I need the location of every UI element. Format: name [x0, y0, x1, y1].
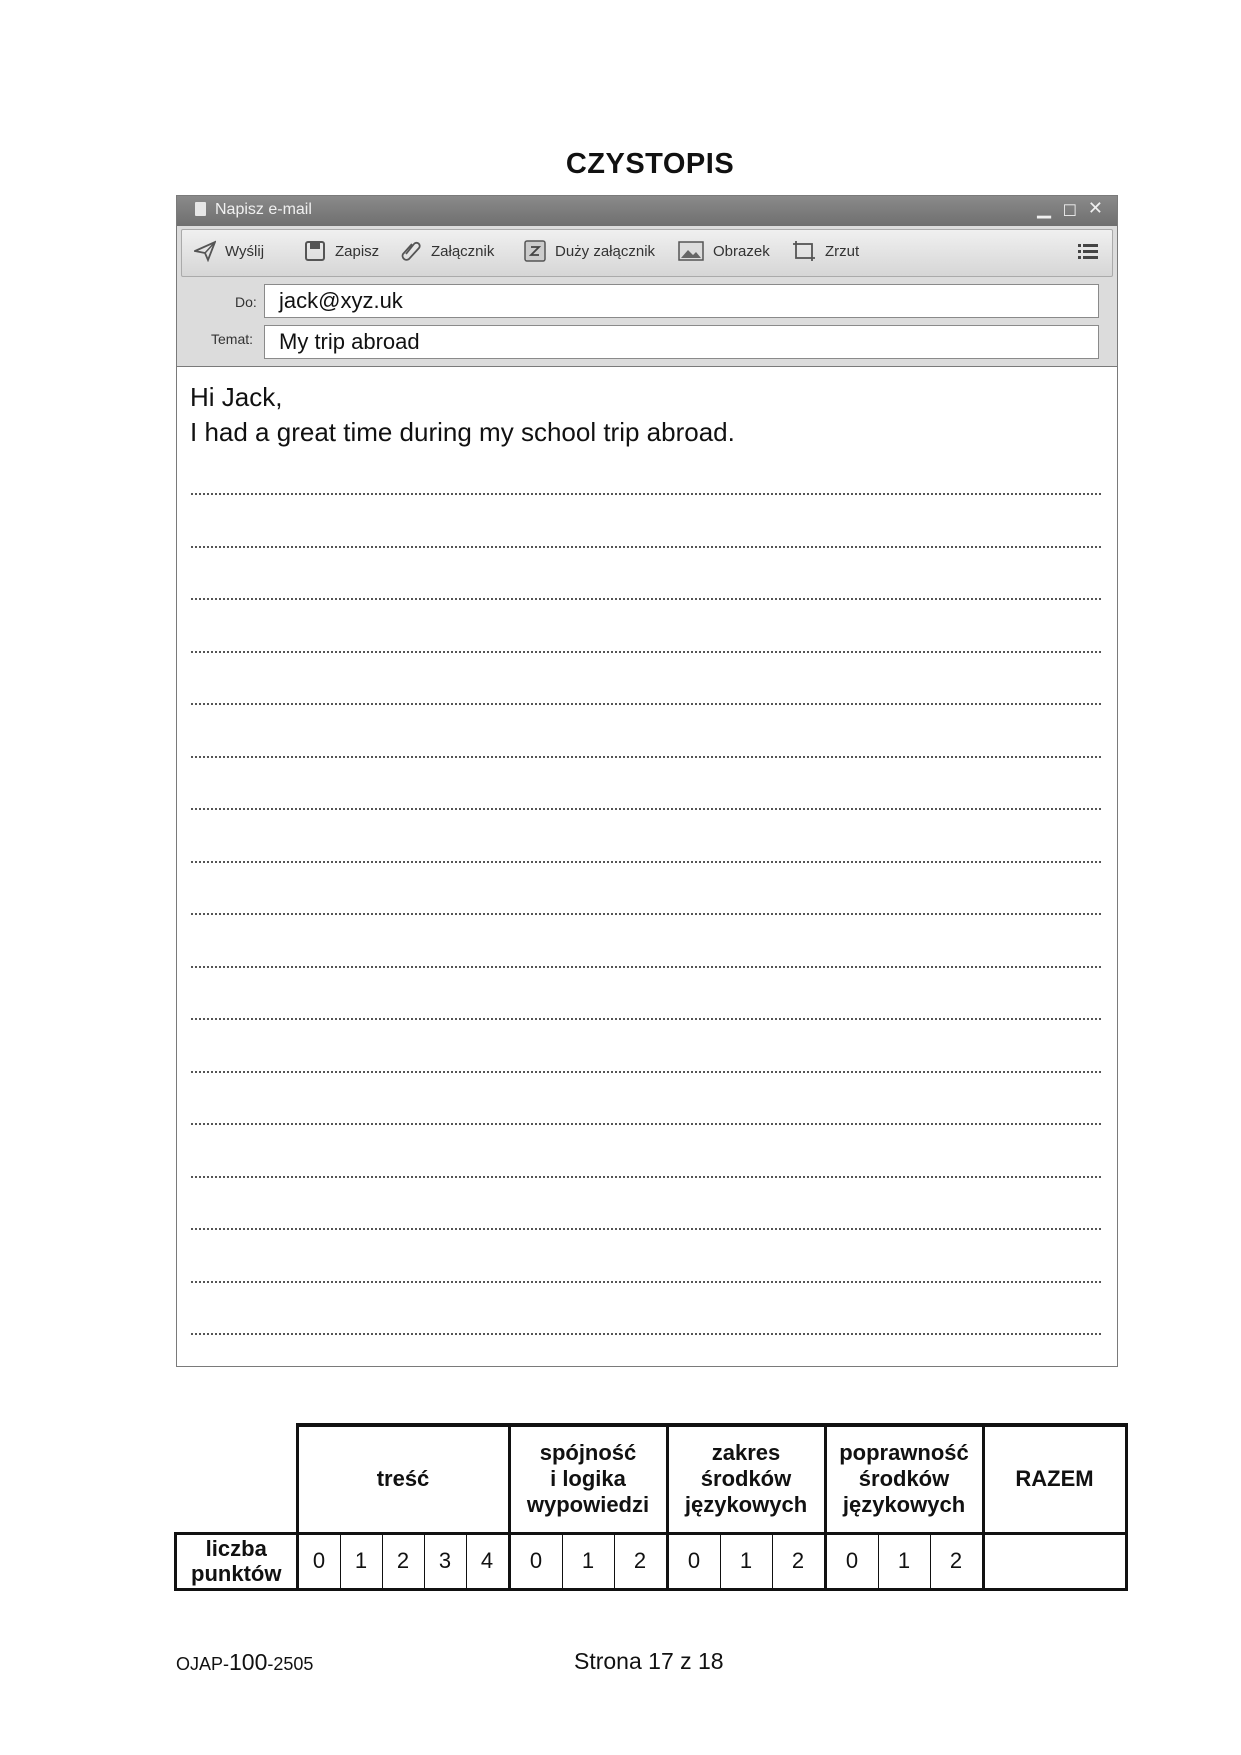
send-label: Wyślij [225, 242, 265, 260]
writing-line[interactable] [191, 546, 1101, 548]
criterion-range: zakres środków językowych [667, 1425, 825, 1533]
point-cell[interactable]: 0 [825, 1533, 878, 1589]
exam-code [176, 1649, 313, 1676]
menu-icon[interactable] [1078, 243, 1098, 261]
writing-line[interactable] [191, 1018, 1101, 1020]
writing-line[interactable] [191, 966, 1101, 968]
toolbar [181, 229, 1113, 277]
point-cell[interactable]: 1 [562, 1533, 614, 1589]
criterion-content: treść [297, 1425, 509, 1533]
window-title: Napisz e-mail [215, 201, 312, 218]
screenshot-label: Zrzut [825, 242, 860, 260]
exam-code-prefix: OJAP- [176, 1654, 230, 1674]
intro-line: I had a great time during my school trip abroad. [190, 417, 735, 447]
writing-line[interactable] [191, 1123, 1101, 1125]
to-field[interactable]: jack@xyz.uk [264, 284, 1099, 318]
point-cell[interactable]: 2 [382, 1533, 424, 1589]
writing-line[interactable] [191, 1228, 1101, 1230]
point-cell[interactable]: 0 [297, 1533, 340, 1589]
send-button[interactable] [194, 240, 264, 262]
point-cell[interactable]: 0 [509, 1533, 562, 1589]
greeting-line: Hi Jack, [190, 382, 283, 412]
subject-label: Temat: [211, 331, 254, 347]
row-label: liczba punktów [176, 1533, 298, 1589]
writing-line[interactable] [191, 651, 1101, 653]
point-cell[interactable]: 0 [667, 1533, 720, 1589]
maximize-icon[interactable]: ☐ [1062, 203, 1077, 220]
point-cell[interactable]: 2 [772, 1533, 825, 1589]
large-attachment-label: Duży załącznik [555, 242, 656, 260]
attachment-label: Załącznik [431, 242, 495, 260]
send-icon [194, 240, 216, 262]
save-button[interactable] [304, 240, 379, 262]
large-attachment-icon [524, 240, 546, 262]
point-cell[interactable]: 1 [878, 1533, 930, 1589]
point-cell[interactable]: 4 [466, 1533, 509, 1589]
writing-line[interactable] [191, 1071, 1101, 1073]
writing-line[interactable] [191, 703, 1101, 705]
close-icon[interactable]: ✕ [1087, 198, 1103, 218]
table-corner [176, 1425, 298, 1533]
writing-line[interactable] [191, 1281, 1101, 1283]
image-icon [678, 240, 704, 262]
minimize-icon[interactable]: ▁ [1037, 198, 1051, 218]
criterion-coherence: spójność i logika wypowiedzi [509, 1425, 667, 1533]
screenshot-icon [792, 240, 816, 262]
exam-code-number: 100 [229, 1649, 268, 1675]
point-cell[interactable]: 1 [720, 1533, 772, 1589]
total-header: RAZEM [983, 1425, 1126, 1533]
page-title: CZYSTOPIS [565, 148, 735, 180]
score-table [174, 1423, 1128, 1591]
paperclip-icon [400, 240, 422, 262]
total-cell[interactable] [983, 1533, 1126, 1589]
writing-line[interactable] [191, 493, 1101, 495]
email-compose-window [176, 195, 1118, 1367]
page-number: Strona 17 z 18 [574, 1648, 724, 1674]
save-label: Zapisz [335, 242, 380, 260]
image-button[interactable] [678, 240, 770, 262]
writing-line[interactable] [191, 598, 1101, 600]
window-chrome [177, 196, 1117, 367]
large-attachment-button[interactable] [524, 240, 655, 262]
subject-field[interactable]: My trip abroad [264, 325, 1099, 359]
screenshot-button[interactable] [792, 240, 859, 262]
writing-line[interactable] [191, 756, 1101, 758]
writing-line[interactable] [191, 913, 1101, 915]
attachment-button[interactable] [400, 240, 494, 262]
writing-line[interactable] [191, 1176, 1101, 1178]
point-cell[interactable]: 1 [340, 1533, 382, 1589]
document-icon [195, 202, 206, 216]
point-cell[interactable]: 3 [424, 1533, 466, 1589]
point-cell[interactable]: 2 [930, 1533, 983, 1589]
save-icon [304, 240, 326, 262]
criterion-accuracy: poprawność środków językowych [825, 1425, 983, 1533]
image-label: Obrazek [713, 242, 770, 260]
writing-line[interactable] [191, 861, 1101, 863]
title-bar [177, 196, 1117, 226]
writing-line[interactable] [191, 1333, 1101, 1335]
to-label: Do: [235, 294, 257, 310]
exam-code-suffix: -2505 [267, 1654, 314, 1674]
point-cell[interactable]: 2 [614, 1533, 667, 1589]
writing-line[interactable] [191, 808, 1101, 810]
